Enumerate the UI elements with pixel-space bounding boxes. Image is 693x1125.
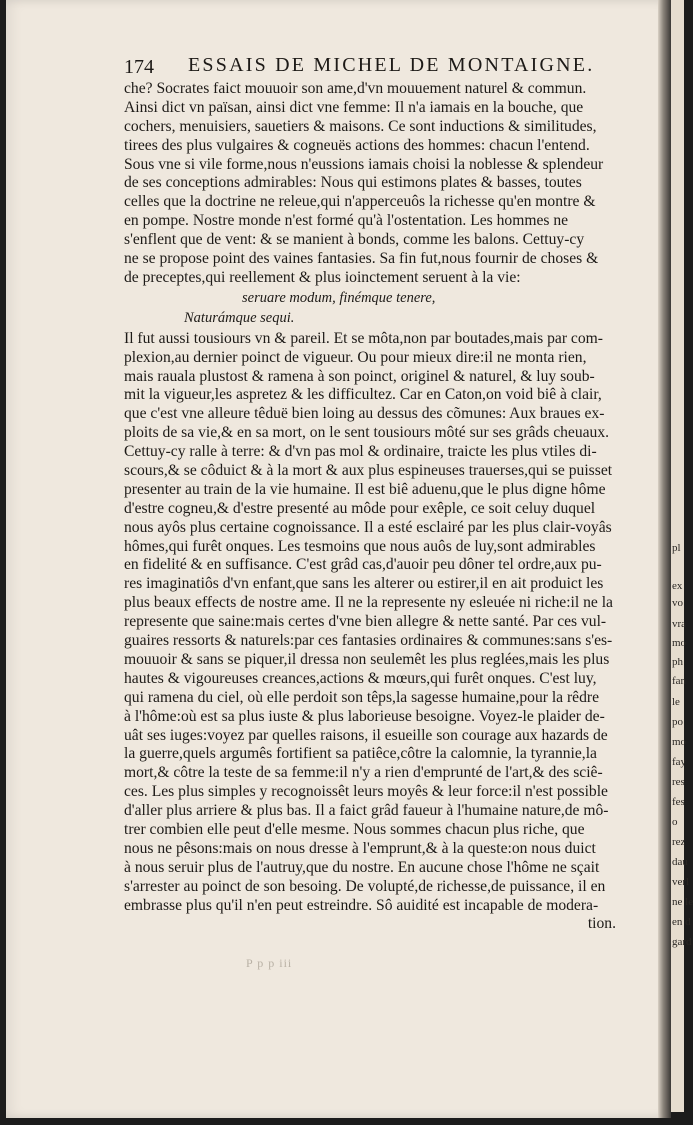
text-line: ne se propose point des vaines fantasies. Sa fin fut,nous fournir de choses &: [124, 250, 599, 268]
page-header: [124, 54, 612, 82]
facing-fragment: ne le: [672, 896, 693, 908]
text-line: ces. Les plus simples y recognoissêt leurs moyês & leur force:il n'est possible: [124, 783, 608, 801]
text-line: de preceptes,qui reellement & plus ioinctement seruent à la vie:: [124, 268, 521, 286]
facing-fragment: rez: [672, 836, 686, 848]
facing-fragment: fay: [672, 756, 687, 768]
text-line: Sous vne si vile forme,nous n'eussions iamais choisi la noblesse & splendeur: [124, 155, 604, 173]
text-line: d'estre cogneu,& d'estre presenté au môde pour exêple, ce soit celuy duquel: [124, 499, 596, 517]
text-line: mit la vigueur,les aspretez & les difficultez. Car en Caton,on void biê à clair,: [124, 386, 602, 404]
facing-fragment: gard: [672, 936, 692, 948]
text-line: s'enflent que de vent: & se manient à bonds, comme les balons. Cettuy-cy: [124, 231, 585, 249]
facing-fragment: le: [672, 696, 680, 708]
catchword: P p p iii: [246, 956, 293, 970]
text-line: mouuoir & sans se piquer,il dressa non seulemêt les plus reglées,mais les plus: [124, 650, 610, 668]
verse-line: Naturámque sequi.: [184, 309, 295, 326]
verse-line: seruare modum, finémque tenere,: [242, 289, 436, 306]
text-line: à l'hôme:où est sa plus iuste & plus laborieuse besoigne. Voyez-le plaider de-: [124, 707, 605, 725]
text-line: ploits de sa vie,& en sa mort, on le sent tousiours môté sur ses grâds cheuaux.: [124, 424, 610, 442]
text-line: la guerre,quels argumês fortifient sa patiêce,côtre la calomnie, la tyrannie,la: [124, 745, 597, 763]
facing-page-edge: [671, 0, 693, 1112]
facing-fragment: dau: [672, 856, 688, 868]
text-line: de ses conceptions admirables: Nous qui estimons plates & basses, toutes: [124, 174, 582, 192]
text-line: represente que saine:mais certes d'vne bien allegre & nette santé. Par ces vul-: [124, 613, 607, 631]
left-page: [6, 0, 671, 1118]
facing-fragment: fan: [672, 675, 687, 687]
text-line: tirees des plus vulgaires & cogneuës actions des hommes: chacun l'entend.: [124, 136, 590, 154]
text-line: nous ne pêsons:mais on nous dresse à l'emprunt,& à la queste:on nous duict: [124, 839, 596, 857]
facing-fragment: ph: [672, 656, 683, 668]
text-line: à nous seruir plus de l'autruy,que du nostre. En aucune chose l'hôme ne sçait: [124, 858, 600, 876]
text-line: qui ramena du ciel, où elle perdoit son têps,la sagesse humaine,pour la rêdre: [124, 688, 600, 706]
facing-fragment: en d: [672, 916, 691, 928]
running-head: ESSAIS DE MICHEL DE MONTAIGNE.: [188, 54, 595, 76]
text-line: presenter au train de la vie humaine. Il est biê aduenu,que le plus digne hôme: [124, 480, 606, 498]
text-line: Ainsi dict vn païsan, ainsi dict vne femme: Il n'a iamais en la bouche, que: [124, 98, 584, 116]
facing-fragment: vra: [672, 618, 687, 630]
text-line: guaires ressorts & naturels:par ces fantasies ordinaires & communes:sans s'es-: [124, 632, 613, 650]
text-line: embrasse plus qu'il n'en peut estreindre. Sô auidité est incapable de modera-: [124, 896, 599, 914]
text-line: en fidelité & en suffisance. C'est grâd cas,d'auoir peu dôner tel ordre,aux pu-: [124, 556, 602, 574]
text-line: Cettuy-cy ralle à terre: & d'vn pas mol & ordinaire, traicte les plus vtiles di-: [124, 443, 597, 461]
facing-fragment: fes: [672, 796, 685, 808]
facing-fragment: verl: [672, 876, 690, 888]
text-line: hautes & vigoureuses creances,actions & mœurs,qui furêt onques. C'est luy,: [124, 669, 597, 687]
text-line: hômes,qui furêt onques. Les tesmoins que nous auôs de luy,sont admirables: [124, 537, 596, 555]
text-line: plexion,au dernier poinct de vigueur. Ou pour mieux dire:il ne monta rien,: [124, 348, 587, 366]
text-line: s'arrester au poinct de son besoing. De volupté,de richesse,de puissance, il en: [124, 877, 606, 895]
text-line: en pompe. Nostre monde n'est formé qu'à l'ostentation. Les hommes ne: [124, 212, 569, 230]
text-line: d'aller plus arriere & plus bas. Il a faict grâd faueur à l'humaine nature,de mô-: [124, 802, 609, 820]
facing-fragment: o: [672, 816, 678, 828]
text-line: cochers, menuisiers, sauetiers & maisons. Ce sont inductions & similitudes,: [124, 117, 597, 135]
text-line: trer combien elle peut d'elle mesme. Nous sommes chacun plus riche, que: [124, 820, 585, 838]
text-line: Il fut aussi tousiours vn & pareil. Et se môta,non par boutades,mais par com-: [124, 329, 603, 347]
text-line: res imaginatiôs d'vn enfant,que sans les alterer ou estirer,il en ait produict les: [124, 575, 604, 593]
facing-fragment: mo: [672, 637, 687, 649]
page-body: [124, 80, 616, 934]
text-line: plus beaux effects de nostre ame. Il ne la represente ny esleuée ni riche:il ne la: [124, 594, 613, 612]
page-number: 174: [124, 56, 154, 78]
book-gutter: [658, 0, 671, 1118]
facing-fragment: pl: [672, 542, 681, 554]
text-line: che? Socrates faict mouuoir son ame,d'vn mouuement naturel & commun.: [124, 80, 587, 97]
facing-fragment: res: [672, 776, 685, 788]
text-line: nous ayôs plus certaine cognoissance. Il a esté esclairé par les plus clair-voyâs: [124, 518, 612, 536]
text-line: mort,& côtre la teste de sa femme:il n'y a rien d'emprunté de l'art,& des sciê-: [124, 764, 603, 782]
facing-fragment: mo: [672, 736, 687, 748]
text-line: tion.: [587, 915, 616, 933]
text-line: que c'est vne alleure têduë bien loing au dessus des cõmunes: Aux braues ex-: [124, 405, 605, 423]
text-line: uât ses iuges:voyez par quelles raisons, il esueille son courage aux hazards de: [124, 726, 608, 744]
facing-fragment: ex: [672, 580, 683, 592]
facing-fragment: po: [672, 716, 683, 728]
text-line: celles que la doctrine ne releue,qui n'apperceuôs la richesse qu'en montre &: [124, 193, 596, 211]
text-line: scours,& se côduict & à la mort & aux plus espineuses trauerses,qui se puisset: [124, 462, 613, 480]
text-line: mais rauala plustost & ramena à son poinct, originel & naturel, & luy soub-: [124, 367, 595, 385]
facing-fragment: vo: [672, 597, 683, 609]
